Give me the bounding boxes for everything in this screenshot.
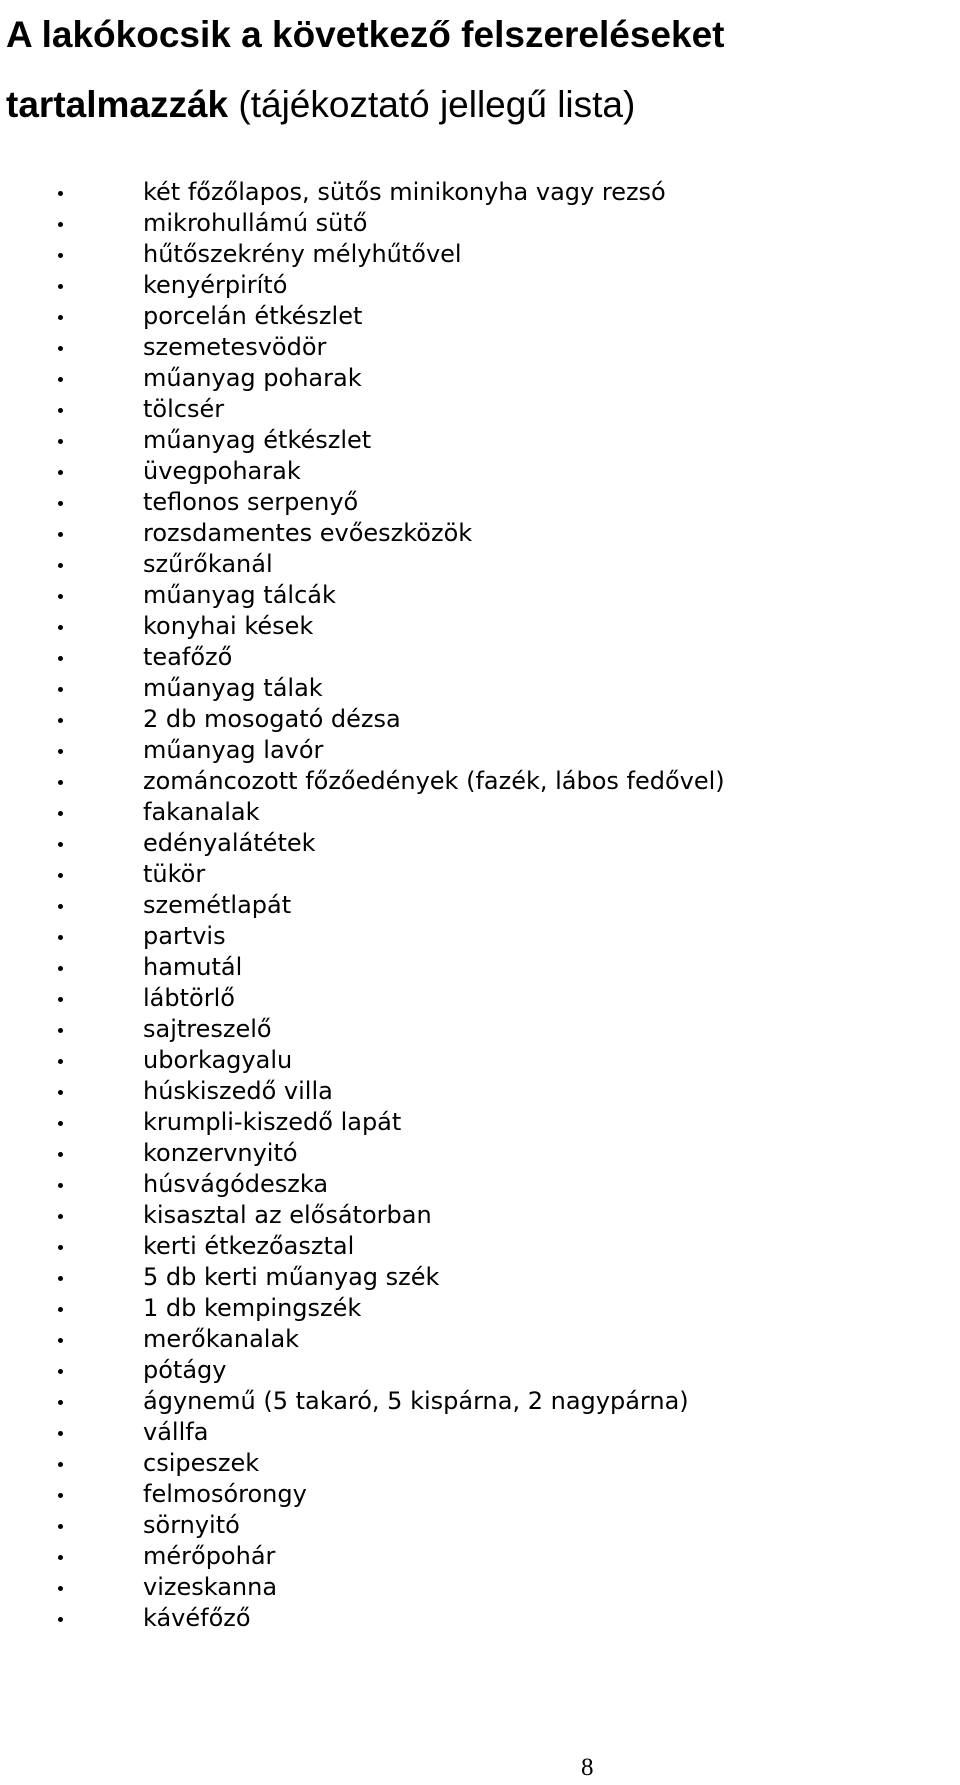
title-line-2-bold: tartalmazzák — [6, 84, 229, 125]
list-item — [0, 642, 960, 673]
list-item-text: zománcozott főzőedények (fazék, lábos fedővel) — [143, 767, 725, 795]
list-item — [0, 983, 960, 1014]
bullet-icon — [58, 191, 63, 196]
bullet-icon — [58, 1555, 63, 1560]
bullet-icon — [58, 1121, 63, 1126]
list-item-text: konyhai kések — [143, 612, 314, 640]
list-item — [0, 270, 960, 301]
list-item — [0, 332, 960, 363]
list-item — [0, 1541, 960, 1572]
list-item-text: vállfa — [143, 1418, 209, 1446]
list-item — [0, 208, 960, 239]
list-item-text: merőkanalak — [143, 1325, 300, 1353]
bullet-icon — [58, 1059, 63, 1064]
bullet-icon — [58, 315, 63, 320]
list-item — [0, 735, 960, 766]
list-item — [0, 363, 960, 394]
list-item-text: porcelán étkészlet — [143, 302, 363, 330]
bullet-icon — [58, 470, 63, 475]
list-item-text: felmosórongy — [143, 1480, 307, 1508]
list-item-text: műanyag lavór — [143, 736, 324, 764]
list-item-text: szűrőkanál — [143, 550, 273, 578]
bullet-icon — [58, 718, 63, 723]
bullet-icon — [58, 284, 63, 289]
bullet-icon — [58, 1586, 63, 1591]
list-item-text: tölcsér — [143, 395, 225, 423]
bullet-icon — [58, 1276, 63, 1281]
list-item — [0, 1200, 960, 1231]
bullet-icon — [58, 1338, 63, 1343]
list-item-text: lábtörlő — [143, 984, 235, 1012]
list-item-text: csipeszek — [143, 1449, 260, 1477]
list-item-text: rozsdamentes evőeszközök — [143, 519, 473, 547]
list-item-text: műanyag poharak — [143, 364, 362, 392]
list-item — [0, 1448, 960, 1479]
list-item — [0, 797, 960, 828]
list-item — [0, 487, 960, 518]
list-item-text: két főzőlapos, sütős minikonyha vagy rezsó — [143, 178, 666, 206]
bullet-icon — [58, 563, 63, 568]
list-item — [0, 580, 960, 611]
list-item — [0, 673, 960, 704]
bullet-icon — [58, 1245, 63, 1250]
list-item-text: pótágy — [143, 1356, 227, 1384]
list-item — [0, 859, 960, 890]
bullet-icon — [58, 780, 63, 785]
list-item-text: vizeskanna — [143, 1573, 278, 1601]
equipment-list — [0, 177, 960, 1634]
list-item — [0, 549, 960, 580]
list-item-text: sajtreszelő — [143, 1015, 272, 1043]
bullet-icon — [58, 625, 63, 630]
bullet-icon — [58, 594, 63, 599]
list-item — [0, 1169, 960, 1200]
list-item — [0, 239, 960, 270]
bullet-icon — [58, 1152, 63, 1157]
list-item — [0, 1045, 960, 1076]
bullet-icon — [58, 1431, 63, 1436]
list-item-text: szemétlapát — [143, 891, 292, 919]
list-item — [0, 1107, 960, 1138]
bullet-icon — [58, 346, 63, 351]
list-item — [0, 1572, 960, 1603]
title-subtitle: (tájékoztató jellegű lista) — [238, 84, 636, 125]
list-item-text: 2 db mosogató dézsa — [143, 705, 401, 733]
list-item — [0, 1355, 960, 1386]
list-item — [0, 1076, 960, 1107]
list-item-text: teflonos serpenyő — [143, 488, 359, 516]
list-item — [0, 1014, 960, 1045]
list-item-text: mérőpohár — [143, 1542, 276, 1570]
list-item — [0, 828, 960, 859]
bullet-icon — [58, 1524, 63, 1529]
bullet-icon — [58, 253, 63, 258]
bullet-icon — [58, 439, 63, 444]
bullet-icon — [58, 501, 63, 506]
list-item — [0, 704, 960, 735]
list-item — [0, 1510, 960, 1541]
list-item-text: kenyérpirító — [143, 271, 288, 299]
bullet-icon — [58, 222, 63, 227]
list-item — [0, 611, 960, 642]
list-item — [0, 1417, 960, 1448]
list-item — [0, 518, 960, 549]
bullet-icon — [58, 873, 63, 878]
list-item — [0, 1603, 960, 1634]
bullet-icon — [58, 1617, 63, 1622]
list-item — [0, 1386, 960, 1417]
bullet-icon — [58, 997, 63, 1002]
list-item-text: partvis — [143, 922, 226, 950]
bullet-icon — [58, 1090, 63, 1095]
bullet-icon — [58, 687, 63, 692]
list-item-text: kisasztal az elősátorban — [143, 1201, 432, 1229]
list-item — [0, 1262, 960, 1293]
list-item — [0, 394, 960, 425]
bullet-icon — [58, 1369, 63, 1374]
bullet-icon — [58, 532, 63, 537]
bullet-icon — [58, 811, 63, 816]
list-item-text: ágynemű (5 takaró, 5 kispárna, 2 nagypárna) — [143, 1387, 689, 1415]
bullet-icon — [58, 842, 63, 847]
list-item — [0, 301, 960, 332]
bullet-icon — [58, 656, 63, 661]
list-item-text: teafőző — [143, 643, 233, 671]
list-item-text: tükör — [143, 860, 206, 888]
bullet-icon — [58, 749, 63, 754]
list-item-text: műanyag tálcák — [143, 581, 336, 609]
list-item — [0, 1479, 960, 1510]
list-item-text: műanyag étkészlet — [143, 426, 372, 454]
bullet-icon — [58, 935, 63, 940]
list-item-text: fakanalak — [143, 798, 260, 826]
list-item-text: sörnyitó — [143, 1511, 240, 1539]
list-item-text: kerti étkezőasztal — [143, 1232, 355, 1260]
list-item — [0, 1293, 960, 1324]
list-item — [0, 766, 960, 797]
page-title — [6, 0, 956, 140]
bullet-icon — [58, 1214, 63, 1219]
bullet-icon — [58, 966, 63, 971]
list-item-text: húsvágódeszka — [143, 1170, 329, 1198]
title-line-1: A lakókocsik a következő felszereléseket — [6, 14, 725, 55]
list-item-text: hűtőszekrény mélyhűtővel — [143, 240, 462, 268]
list-item-text: üvegpoharak — [143, 457, 301, 485]
list-item-text: 5 db kerti műanyag szék — [143, 1263, 440, 1291]
list-item-text: szemetesvödör — [143, 333, 327, 361]
bullet-icon — [58, 1493, 63, 1498]
list-item-text: 1 db kempingszék — [143, 1294, 362, 1322]
list-item — [0, 456, 960, 487]
list-item-text: hamutál — [143, 953, 243, 981]
bullet-icon — [58, 408, 63, 413]
list-item — [0, 1324, 960, 1355]
list-item-text: krumpli-kiszedő lapát — [143, 1108, 402, 1136]
list-item — [0, 921, 960, 952]
bullet-icon — [58, 1183, 63, 1188]
page-number: 8 — [581, 1754, 594, 1781]
list-item — [0, 1231, 960, 1262]
bullet-icon — [58, 1028, 63, 1033]
list-item-text: húskiszedő villa — [143, 1077, 333, 1105]
list-item-text: uborkagyalu — [143, 1046, 293, 1074]
list-item — [0, 177, 960, 208]
list-item-text: kávéfőző — [143, 1604, 251, 1632]
list-item-text: edényalátétek — [143, 829, 316, 857]
list-item — [0, 425, 960, 456]
bullet-icon — [58, 1462, 63, 1467]
list-item — [0, 890, 960, 921]
bullet-icon — [58, 377, 63, 382]
list-item-text: mikrohullámú sütő — [143, 209, 368, 237]
bullet-icon — [58, 1307, 63, 1312]
bullet-icon — [58, 1400, 63, 1405]
list-item-text: konzervnyitó — [143, 1139, 298, 1167]
bullet-icon — [58, 904, 63, 909]
list-item — [0, 952, 960, 983]
list-item — [0, 1138, 960, 1169]
list-item-text: műanyag tálak — [143, 674, 323, 702]
